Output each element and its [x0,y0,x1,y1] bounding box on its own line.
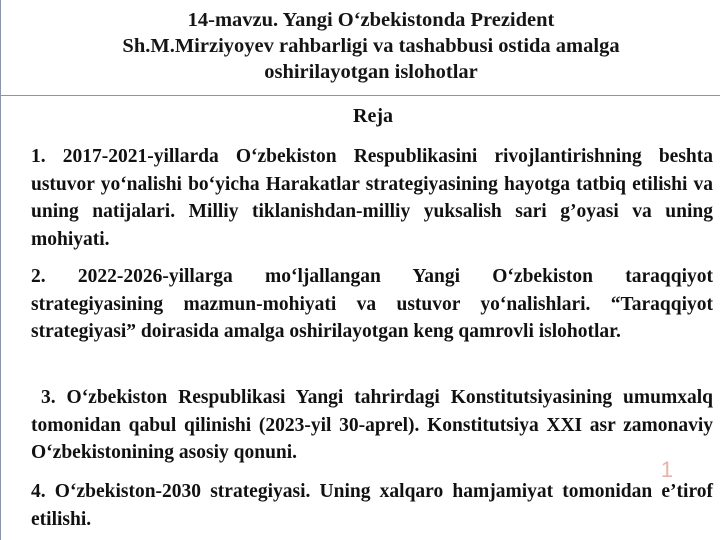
page-number: 1 [660,457,673,482]
slide-content [0,96,720,540]
slide-title [41,7,701,85]
plan-item-2: 2. 2022-2026-yillarga mo‘ljallangan Yangi O‘zbekiston taraqqiyot strategiyasining mazmun-mohiyati va ustuvor yo‘nalishlari. “Taraqqiyot strategiyasi” doirasida amalga oshirilayotgan keng qamrovli islohotlar. [31,266,713,342]
title-line-2: Sh.M.Mirziyoyev rahbarligi va tashabbusi ostida amalga [122,35,620,57]
plan-item-1: 1. 2017-2021-yillarda O‘zbekiston Respublikasini rivojlantirishning beshta ustuvor yo‘nalishi bo‘yicha Harakatlar strategiyasining hayotga tatbiq etilishi va uning natijalari. Milliy tiklanishdan-milliy yuksalish sari g’oyasi va uning mohiyati. [31,146,713,250]
plan-heading: Reja [353,105,393,127]
title-line-3: oshirilayotgan islohotlar [264,61,478,83]
slide-header [0,0,720,96]
plan-item-3: 3. O‘zbekiston Respublikasi Yangi tahrirdagi Konstitutsiyasining umumxalq tomonidan qabul qilinishi (2023-yil 30-aprel). Konstitutsiya XXI asr zamonaviy O‘zbekistonining asosiy qonuni. [31,387,713,463]
title-line-1: 14-mavzu. Yangi O‘zbekistonda Prezident [187,9,555,31]
plan-item-4: 4. O‘zbekiston-2030 strategiyasi. Uning xalqaro hamjamiyat tomonidan e’tirof etilishi. [31,481,713,530]
